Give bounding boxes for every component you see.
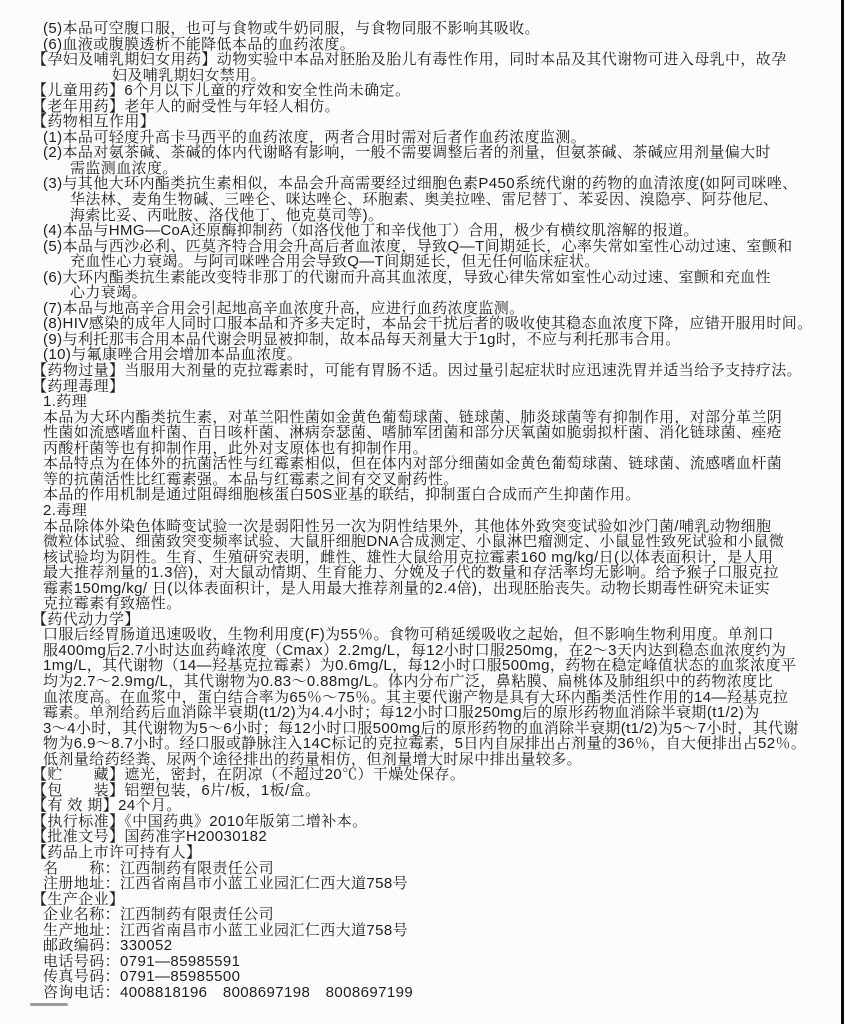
scan-edge-line	[841, 0, 844, 1024]
text-line: 2.毒理	[43, 501, 88, 519]
text-line: 最大推荐剂量的1.3倍)，对大鼠动情期、生育能力、分娩及子代的数量和存活率均无影响。给予猴子口服克拉	[43, 564, 779, 582]
text-line: 【包 装】铝塑包装，6片/板，1板/盒。	[32, 781, 321, 799]
text-line: 海索比妥、丙吡胺、洛伐他丁、他克莫司等)。	[70, 206, 384, 224]
text-line: 微粒体试验、细菌致突变频率试验、大鼠肝细胞DNA合成测定、小鼠淋巴瘤测定、小鼠显性致死试验和小鼠微	[43, 533, 785, 551]
text-line: 【老年用药】老年人的耐受性与年轻人相仿。	[32, 97, 341, 115]
text-line: (5)本品可空腹口服，也可与食物或牛奶同服，与食物同服不影响其吸收。	[43, 20, 540, 37]
text-line: 【孕妇及哺乳期妇女用药】动物实验中本品对胚胎及胎儿有毒性作用，同时本品及其代谢物可进入母乳中，故孕	[32, 51, 787, 69]
text-line: (3)与其他大环内酯类抗生素相似，本品会升高需要经过细胞色素P450系统代谢的药物的血清浓度(如阿司咪唑、	[43, 175, 798, 193]
text-line: (8)HIV感染的成年人同时口服本品和齐多夫定时，本品会干扰后者的吸收使其稳态血浓度下降，应错开服用时间。	[43, 315, 813, 333]
text-line: 【药品上市许可持有人】	[32, 843, 202, 861]
text-line: (6)大环内酯类抗生素能改变特非那丁的代谢而升高其血浓度，导致心律失常如室性心动过速、室颤和充血性	[43, 268, 771, 286]
text-line: 霉素150mg/kg/ 日(以体表面积计，是人用最大推荐剂量的2.4倍)，出现胚胎丧失。动物长期毒性研究未证实	[43, 579, 771, 597]
text-line: 1mg/L，其代谢物（14—羟基克拉霉素）为0.6mg/L，每12小时口服500mg，药物在稳定峰值状态的血浆浓度平	[43, 657, 797, 675]
text-line: 需监测血浓度。	[70, 159, 178, 177]
text-line: 霉素。单剂给药后血消除半衰期(t1/2)为4.4小时；每12小时口服250mg后的原形药物血消除半衰期(t1/2)为	[43, 704, 760, 722]
text-line: 【生产企业】	[32, 890, 125, 908]
text-line: 【执行标准】《中国药典》2010年版第二增补本。	[32, 812, 368, 830]
scan-artifact	[30, 1003, 68, 1006]
text-line: 1.药理	[43, 393, 88, 411]
text-line: 传真号码：0791—85985500	[43, 968, 241, 986]
text-line: 克拉霉素有致癌性。	[43, 595, 182, 613]
text-line: 核试验均为阴性。生育、生殖研究表明，雌性、雄性大鼠给用克拉霉素160 mg/kg/日(以体表面积计，是人用	[43, 548, 774, 566]
text-line: 名 称：江西制药有限责任公司	[43, 859, 275, 877]
text-line: 邮政编码：330052	[43, 937, 173, 955]
text-line: 【批准文号】国药准字H20030182	[32, 828, 268, 846]
text-line: 【儿童用药】6个月以下儿童的疗效和安全性尚未确定。	[32, 82, 411, 100]
text-line: 物为6.9～8.7小时。经口服或静脉注入14C标记的克拉霉素，5日内自尿排出占剂量的36％，自大便排出占52％。	[43, 735, 807, 753]
text-line: 【药代动力学】	[32, 610, 140, 628]
text-line: 低剂量给药经粪、尿两个途径排出的药量相仿，但剂量增大时尿中排出量较多。	[43, 750, 583, 768]
text-line: 【有 效 期】24个月。	[32, 797, 182, 815]
text-line: 等的抗菌活性比红霉素强。本品与红霉素之间有交叉耐药性。	[43, 470, 459, 488]
text-line: 【药物相互作用】	[32, 113, 156, 131]
package-insert-text	[0, 21, 845, 1000]
text-line: 妇及哺乳期妇女禁用。	[112, 66, 267, 84]
text-line: 口服后经胃肠道迅速吸收，生物利用度(F)为55％。食物可稍延缓吸收之起始，但不影响生物利用度。单剂口	[43, 626, 774, 644]
text-line: 【贮 藏】遮光，密封，在阴凉（不超过20℃）干燥处保存。	[32, 766, 466, 784]
text-line: (2)本品对氨茶碱、茶碱的体内代谢略有影响，一般不需要调整后者的剂量，但氨茶碱、茶碱应用剂量偏大时	[43, 144, 771, 162]
text-line: 本品的作用机制是通过阻碍细胞核蛋白50S亚基的联结，抑制蛋白合成而产生抑菌作用。	[43, 486, 641, 504]
text-line: 血浓度高。在血浆中，蛋白结合率为65％～75％。其主要代谢产物是具有大环内酯类活性作用的14—羟基克拉	[43, 688, 789, 706]
text-line: (7)本品与地高辛合用会引起地高辛血浓度升高，应进行血药浓度监测。	[43, 299, 525, 317]
text-line: 华法林、麦角生物碱、三唑仑、咪达唑仑、环胞素、奥美拉唑、雷尼替丁、苯妥因、溴隐亭、阿芬他尼、	[70, 191, 779, 209]
text-line: 电话号码：0791—85985591	[43, 952, 241, 970]
text-line: 【药物过量】当服用大剂量的克拉霉素时，可能有胃肠不适。因过量引起症状时应迅速洗胃并适当给予支持疗法。	[32, 362, 803, 380]
text-line: (1)本品可轻度升高卡马西平的血药浓度，两者合用时需对后者作血药浓度监测。	[43, 128, 587, 146]
text-line: 性菌如流感嗜血杆菌、百日咳杆菌、淋病奈瑟菌、嗜肺军团菌和部分厌氧菌如脆弱拟杆菌、消化链球菌、痤疮	[43, 424, 783, 442]
text-line: 企业名称：江西制药有限责任公司	[43, 906, 275, 924]
text-line: 【药理毒理】	[32, 377, 125, 395]
text-line: (4)本品与HMG—CoA还原酶抑制药（如洛伐他丁和辛伐他丁）合用，极少有横纹肌溶解的报道。	[43, 222, 699, 240]
text-line: 本品特点为在体外的抗菌活性与红霉素相似，但在体内对部分细菌如金黄色葡萄球菌、链球菌、流感嗜血杆菌	[43, 455, 783, 473]
text-line: 本品除体外染色体畸变试验一次是弱阳性另一次为阴性结果外，其他体外致突变试验如沙门菌/哺乳动物细胞	[43, 517, 772, 535]
text-line: (5)本品与西沙必利、匹莫齐特合用会升高后者血浓度，导致Q—T间期延长，心率失常如室性心动过速、室颤和	[43, 237, 793, 255]
text-line: 充血性心力衰竭。与阿司咪唑合用会导致Q—T间期延长，但无任何临床症状。	[70, 253, 600, 271]
text-line: (9)与利托那韦合用本品代谢会明显被抑制，故本品每天剂量大于1g时，不应与利托那韦合用。	[43, 330, 681, 348]
text-line: 服400mg后2.7小时达血药峰浓度（Cmax）2.2mg/L，每12小时口服250mg，在2～3天内达到稳态血浓度约为	[43, 641, 787, 659]
text-line: 生产地址：江西省南昌市小蓝工业园汇仁西大道758号	[43, 921, 409, 939]
text-line: (10)与氟康唑合用会增加本品血浓度。	[43, 346, 303, 364]
text-line: 注册地址：江西省南昌市小蓝工业园汇仁西大道758号	[43, 875, 409, 893]
text-line: 咨询电话：4008818196 8008697198 8008697199	[43, 983, 414, 1001]
text-line: 3～4小时，其代谢物为5～6小时；每12小时口服500mg后的原形药物的血消除半衰期(t1/2)为5～7小时，其代谢	[43, 719, 799, 737]
text-line: 本品为大环内酯类抗生素，对革兰阳性菌如金黄色葡萄球菌、链球菌、肺炎球菌等有抑制作用，对部分革兰阴	[43, 408, 783, 426]
text-line: (6)血液或腹膜透析不能降低本品的血药浓度。	[43, 35, 356, 53]
text-line: 丙酸杆菌等也有抑制作用，此外对支原体也有抑制作用。	[43, 439, 429, 457]
text-line: 心力衰竭。	[70, 284, 148, 302]
text-line: 均为2.7～2.9mg/L，其代谢物为0.83～0.88mg/L。体内分布广泛，鼻粘膜、扁桃体及肺组织中的药物浓度比	[43, 672, 773, 690]
